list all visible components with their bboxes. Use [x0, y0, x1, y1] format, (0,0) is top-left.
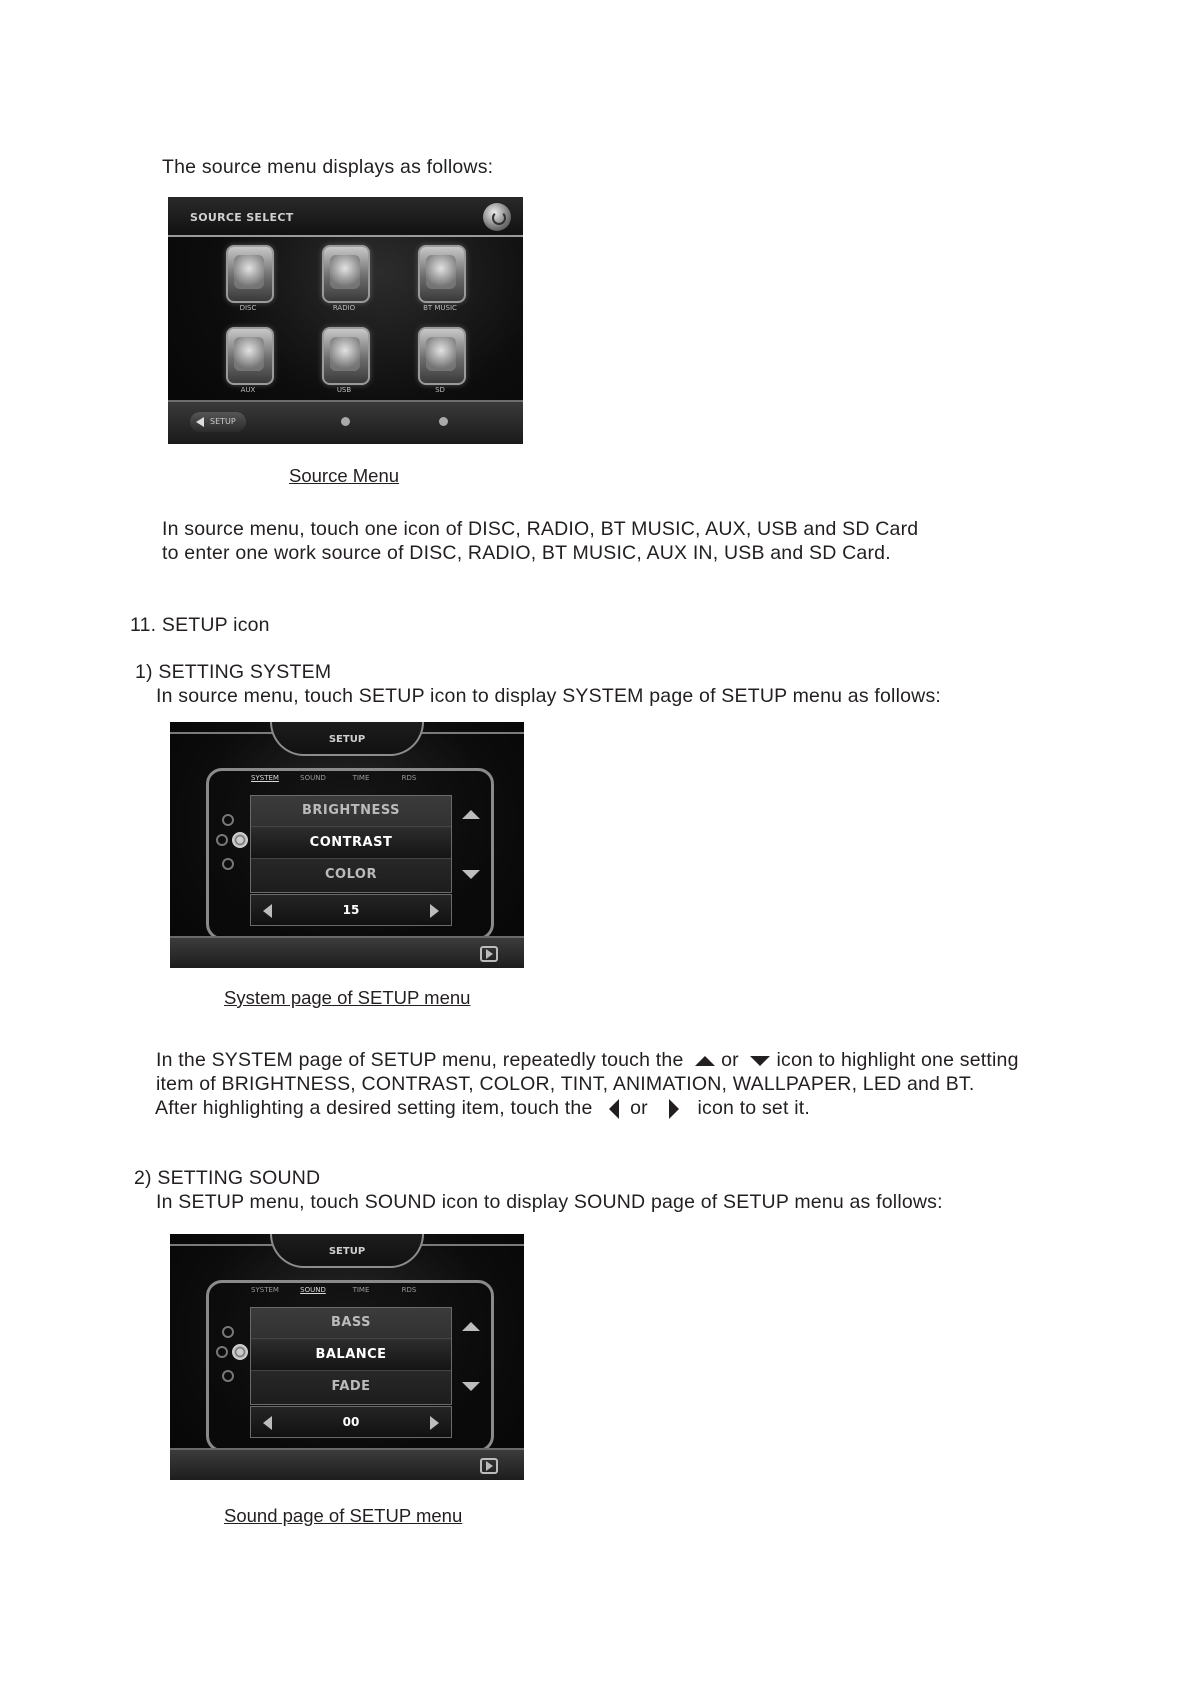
setting-items-list	[250, 795, 452, 893]
usb-icon[interactable]	[322, 327, 370, 385]
item-contrast[interactable]: CONTRAST	[251, 828, 451, 859]
system-desc-line3	[155, 1096, 810, 1120]
back-icon[interactable]	[480, 946, 498, 962]
system-desc-line1	[156, 1048, 1019, 1072]
item-bass[interactable]: BASS	[251, 1308, 451, 1339]
back-icon[interactable]	[480, 1458, 498, 1474]
tab-system[interactable]: SYSTEM	[251, 774, 279, 782]
tab-sound[interactable]: SOUND	[300, 1286, 326, 1294]
item-fade[interactable]: FADE	[331, 1379, 371, 1394]
setup-button-label: SETUP	[210, 417, 236, 426]
setting-system-intro: In source menu, touch SETUP icon to display SYSTEM page of SETUP menu as follows:	[156, 685, 942, 707]
home-icon[interactable]	[341, 417, 350, 426]
source-menu-title: SOURCE SELECT	[190, 211, 294, 224]
system-desc-3c: icon to set it.	[697, 1097, 810, 1119]
setting-value: 00	[342, 1415, 360, 1429]
item-brightness[interactable]: BRIGHTNESS	[251, 796, 451, 827]
system-setup-screenshot	[170, 722, 524, 968]
source-desc-line1: In source menu, touch one icon of DISC, RADIO, BT MUSIC, AUX, USB and SD Card	[162, 518, 919, 540]
sd-label: SD	[435, 386, 445, 394]
system-desc-1c: icon to highlight one setting	[776, 1049, 1019, 1071]
value-bar	[250, 894, 452, 926]
bt-music-label: BT MUSIC	[423, 304, 457, 312]
down-arrow-icon[interactable]	[462, 1382, 480, 1391]
source-menu-titlebar	[168, 197, 523, 237]
setting-value: 15	[342, 903, 360, 917]
intro-text: The source menu displays as follows:	[162, 156, 494, 178]
system-desc-1a: In the SYSTEM page of SETUP menu, repeatedly touch the	[156, 1049, 684, 1071]
source-menu-bottombar	[168, 400, 523, 444]
setup-button[interactable]	[190, 412, 246, 432]
item-balance[interactable]: BALANCE	[251, 1340, 451, 1371]
tab-rds[interactable]: RDS	[401, 774, 417, 782]
system-desc-line2: item of BRIGHTNESS, CONTRAST, COLOR, TINT, ANIMATION, WALLPAPER, LED and BT.	[156, 1073, 975, 1095]
item-color[interactable]: COLOR	[325, 867, 377, 882]
up-arrow-icon[interactable]	[462, 810, 480, 819]
aux-label: AUX	[240, 386, 256, 394]
sound-caption: Sound page of SETUP menu	[224, 1505, 463, 1526]
right-arrow-icon[interactable]	[430, 904, 439, 918]
setting-items-list	[250, 1307, 452, 1405]
setting-sound-heading: 2) SETTING SOUND	[134, 1167, 321, 1189]
right-arrow-icon[interactable]	[430, 1416, 439, 1430]
setup-title: SETUP	[328, 734, 366, 745]
setting-system-heading: 1) SETTING SYSTEM	[135, 661, 332, 683]
system-desc-1b: or	[721, 1049, 739, 1071]
disc-label: DISC	[239, 304, 257, 312]
system-desc-3b: or	[630, 1097, 648, 1119]
left-triangle-icon	[608, 1099, 620, 1119]
tab-time[interactable]: TIME	[352, 774, 370, 782]
source-menu-caption: Source Menu	[289, 465, 400, 486]
right-triangle-icon	[668, 1099, 680, 1119]
usb-label: USB	[336, 386, 352, 394]
up-arrow-icon[interactable]	[462, 1322, 480, 1331]
tab-time[interactable]: TIME	[352, 1286, 370, 1294]
eject-icon[interactable]	[439, 417, 448, 426]
gear-icon	[232, 832, 248, 848]
value-bar	[250, 1406, 452, 1438]
setup-title: SETUP	[328, 1246, 366, 1257]
source-desc-line2: to enter one work source of DISC, RADIO, BT MUSIC, AUX IN, USB and SD Card.	[162, 542, 891, 564]
tab-system[interactable]: SYSTEM	[251, 1286, 279, 1294]
power-icon[interactable]	[483, 203, 511, 231]
gear-icon	[232, 1344, 248, 1360]
source-menu-screenshot	[168, 197, 523, 444]
system-desc-3a: After highlighting a desired setting item, touch the	[155, 1097, 593, 1119]
radio-icon[interactable]	[322, 245, 370, 303]
setting-sound-intro: In SETUP menu, touch SOUND icon to display SOUND page of SETUP menu as follows:	[156, 1191, 943, 1213]
radio-label: RADIO	[332, 304, 356, 312]
bt-music-icon[interactable]	[418, 245, 466, 303]
setup-tabs	[245, 774, 430, 788]
up-triangle-icon	[695, 1055, 715, 1067]
setup-tabs	[245, 1286, 430, 1300]
aux-icon[interactable]	[226, 327, 274, 385]
system-caption: System page of SETUP menu	[224, 987, 471, 1008]
section-heading: 11. SETUP icon	[130, 614, 270, 636]
down-triangle-icon	[750, 1055, 770, 1067]
tab-rds[interactable]: RDS	[401, 1286, 417, 1294]
disc-icon[interactable]	[226, 245, 274, 303]
sd-card-icon[interactable]	[418, 327, 466, 385]
sound-setup-screenshot	[170, 1234, 524, 1480]
tab-sound[interactable]: SOUND	[300, 774, 326, 782]
down-arrow-icon[interactable]	[462, 870, 480, 879]
